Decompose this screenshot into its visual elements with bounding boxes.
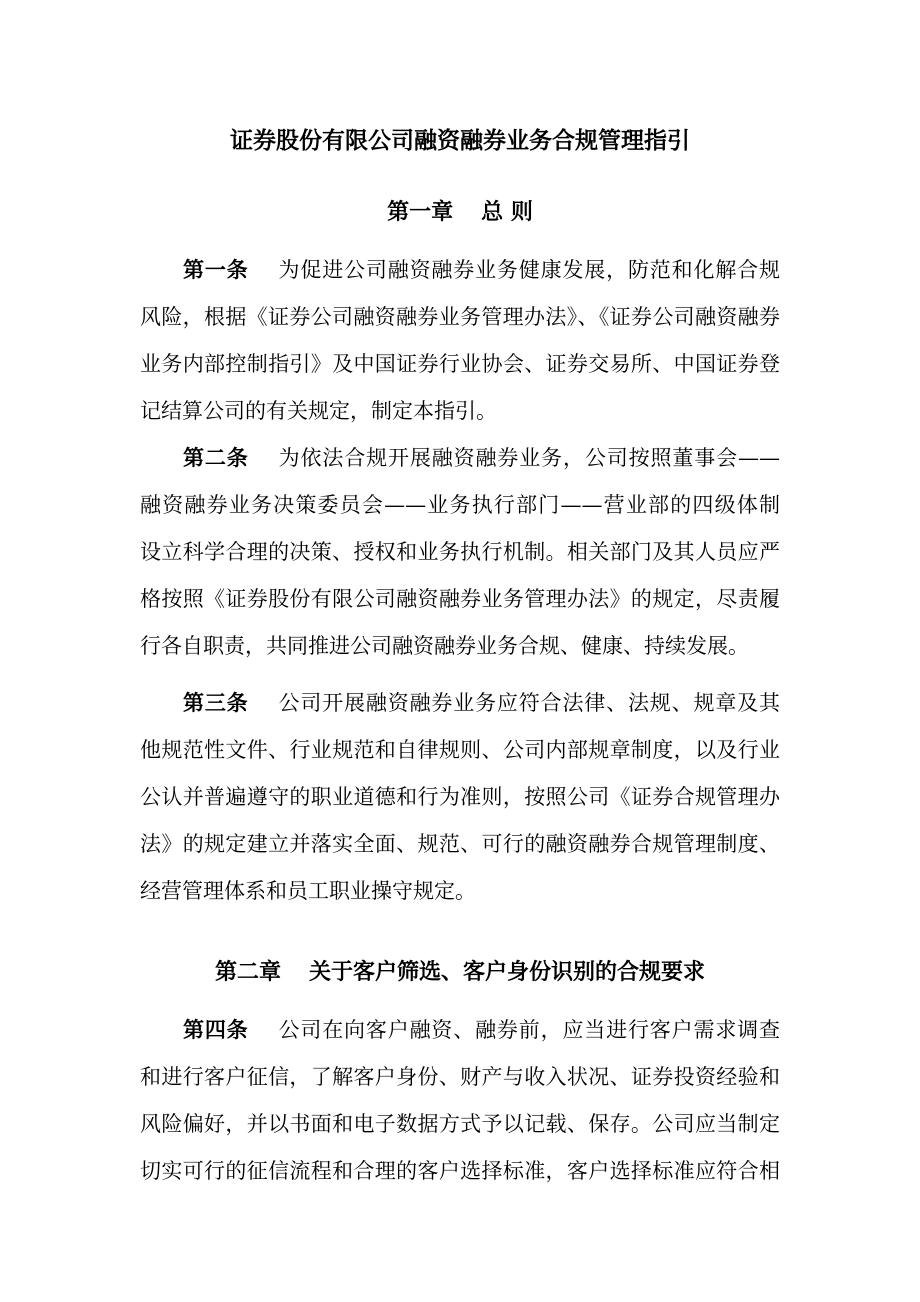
chapter-1-heading (0, 195, 920, 226)
chapter-number: 第二章 (214, 959, 281, 985)
article-1-line: 风险，根据《证券公司融资融券业务管理办法》、《证券公司融资融券 (140, 305, 780, 329)
article-label: 第一条 (183, 257, 249, 282)
article-text: 公司在向客户融资、融券前，应当进行客户需求调查 (278, 1018, 781, 1042)
article-1-line: 记结算公司的有关规定，制定本指引。 (140, 399, 497, 423)
article-4-line: 切实可行的征信流程和合理的客户选择标准，客户选择标准应符合相 (140, 1159, 780, 1183)
article-3-line: 公认并普遍遵守的职业道德和行为准则，按照公司《证券合规管理办 (140, 785, 780, 809)
article-2-line: 设立科学合理的决策、授权和业务执行机制。相关部门及其人员应严 (140, 540, 780, 564)
article-label: 第二条 (183, 445, 249, 470)
article-2-line: 格按照《证券股份有限公司融资融券业务管理办法》的规定，尽责履 (140, 587, 780, 611)
chapter-name: 总 则 (481, 199, 533, 225)
article-text: 为依法合规开展融资融券业务，公司按照董事会—— (278, 446, 780, 470)
article-label: 第四条 (183, 1017, 249, 1042)
article-1-line (183, 257, 780, 283)
article-3-line: 经营管理体系和员工职业操守规定。 (140, 879, 476, 903)
document-title: 证券股份有限公司融资融券业务合规管理指引 (230, 127, 690, 154)
article-4-line (183, 1017, 780, 1043)
article-1-line: 业务内部控制指引》及中国证券行业协会、证券交易所、中国证券登 (140, 352, 780, 376)
article-label: 第三条 (183, 690, 249, 715)
article-2-line: 行各自职责，共同推进公司融资融券业务合规、健康、持续发展。 (140, 634, 749, 658)
article-4-line: 和进行客户征信，了解客户身份、财产与收入状况、证券投资经验和 (140, 1065, 780, 1089)
article-3-line: 法》的规定建立并落实全面、规范、可行的融资融券合规管理制度、 (140, 832, 780, 856)
article-text: 为促进公司融资融券业务健康发展，防范和化解合规 (278, 258, 781, 282)
article-2-line (183, 445, 780, 471)
chapter-number: 第一章 (387, 199, 454, 225)
article-2-line: 融资融券业务决策委员会——业务执行部门——营业部的四级体制 (140, 493, 780, 517)
chapter-2-heading (0, 955, 920, 986)
chapter-name: 关于客户筛选、客户身份识别的合规要求 (309, 959, 706, 985)
article-3-line (183, 690, 780, 716)
article-text: 公司开展融资融券业务应符合法律、法规、规章及其 (278, 691, 781, 715)
article-3-line: 他规范性文件、行业规范和自律规则、公司内部规章制度，以及行业 (140, 738, 780, 762)
article-4-line: 风险偏好，并以书面和电子数据方式予以记载、保存。公司应当制定 (140, 1112, 780, 1136)
